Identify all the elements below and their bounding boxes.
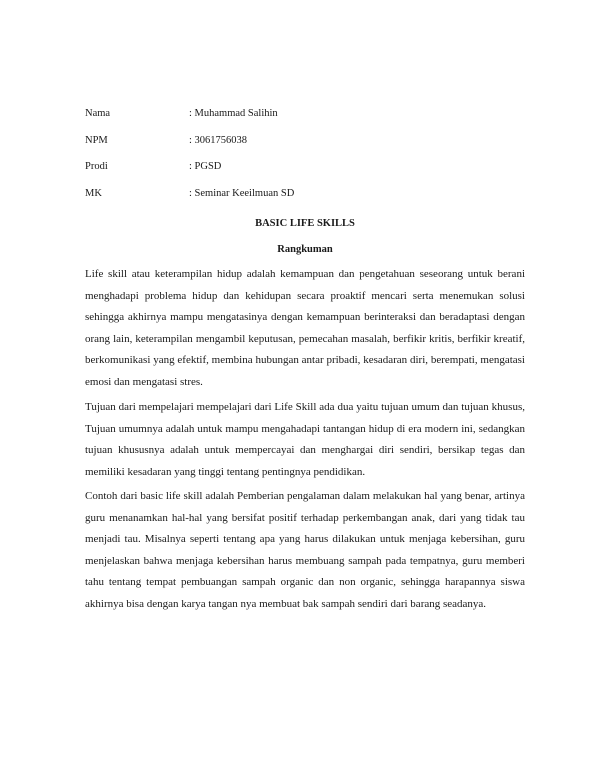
- paragraph-goals: Tujuan dari mempelajari mempelajari dari Life Skill ada dua yaitu tujuan umum dan tujuan khusus, Tujuan umumnya adalah untuk mampu mengahadapi tantangan hidup di era modern ini, sedangkan tujuan khususnya adalah untuk mempercayai dan menghargai diri sendiri, bersikap tegas dan memiliki kesadaran yang tinggi tentang pentingnya pendidikan.: [85, 401, 525, 478]
- info-row-mk: [85, 188, 525, 215]
- info-value: : PGSD: [189, 161, 222, 172]
- document-title: BASIC LIFE SKILLS: [255, 218, 355, 229]
- info-label: Prodi: [85, 161, 108, 172]
- info-row-nama: [85, 108, 525, 135]
- document-subtitle: Rangkuman: [277, 244, 333, 255]
- info-label: MK: [85, 187, 102, 199]
- info-value: : 3061756038: [189, 134, 248, 146]
- info-row-prodi: [85, 161, 525, 188]
- paragraph-definition: Life skill atau keterampilan hidup adalah kemampuan dan pengetahuan seseorang untuk berani menghadapi problema hidup dan kehidupan secara proaktif mencari serta menemukan solusi sehingga akhirnya mampu mengatasinya dengan kemampuan berinteraksi dan beradaptasi dengan orang lain, keterampilan mengambil keputusan, pemecahan masalah, berfikir kritis, berfikir kreatif, berkomunikasi yang efektif, membina hubungan antar pribadi, kesadaran diri, berempati, mengatasi emosi dan mengatasi stres.: [85, 268, 525, 388]
- info-value: : Muhammad Salihin: [189, 108, 278, 119]
- info-row-npm: [85, 135, 525, 162]
- info-value: : Seminar Keeilmuan SD: [189, 187, 295, 199]
- student-info: [85, 108, 525, 214]
- info-label: NPM: [85, 134, 108, 146]
- paragraph-example: Contoh dari basic life skill adalah Pemberian pengalaman dalam melakukan hal yang benar, artinya guru menanamkan hal-hal yang bersifat positif terhadap perkembangan anak, dari yang tidak tau menjadi tau. Misalnya seperti tentang apa yang harus dilakukan untuk menjaga kebersihan, guru menjelaskan bahwa menjaga kebersihan harus membuang sampah pada tempatnya, guru memberi tahu tentang tempat pembuangan sampah organic dan non organic, sehingga harapannya siswa akhirnya bisa dengan karya tangan nya membuat bak sampah sendiri dari barang seadanya.: [85, 490, 525, 610]
- info-label: Nama: [85, 108, 111, 119]
